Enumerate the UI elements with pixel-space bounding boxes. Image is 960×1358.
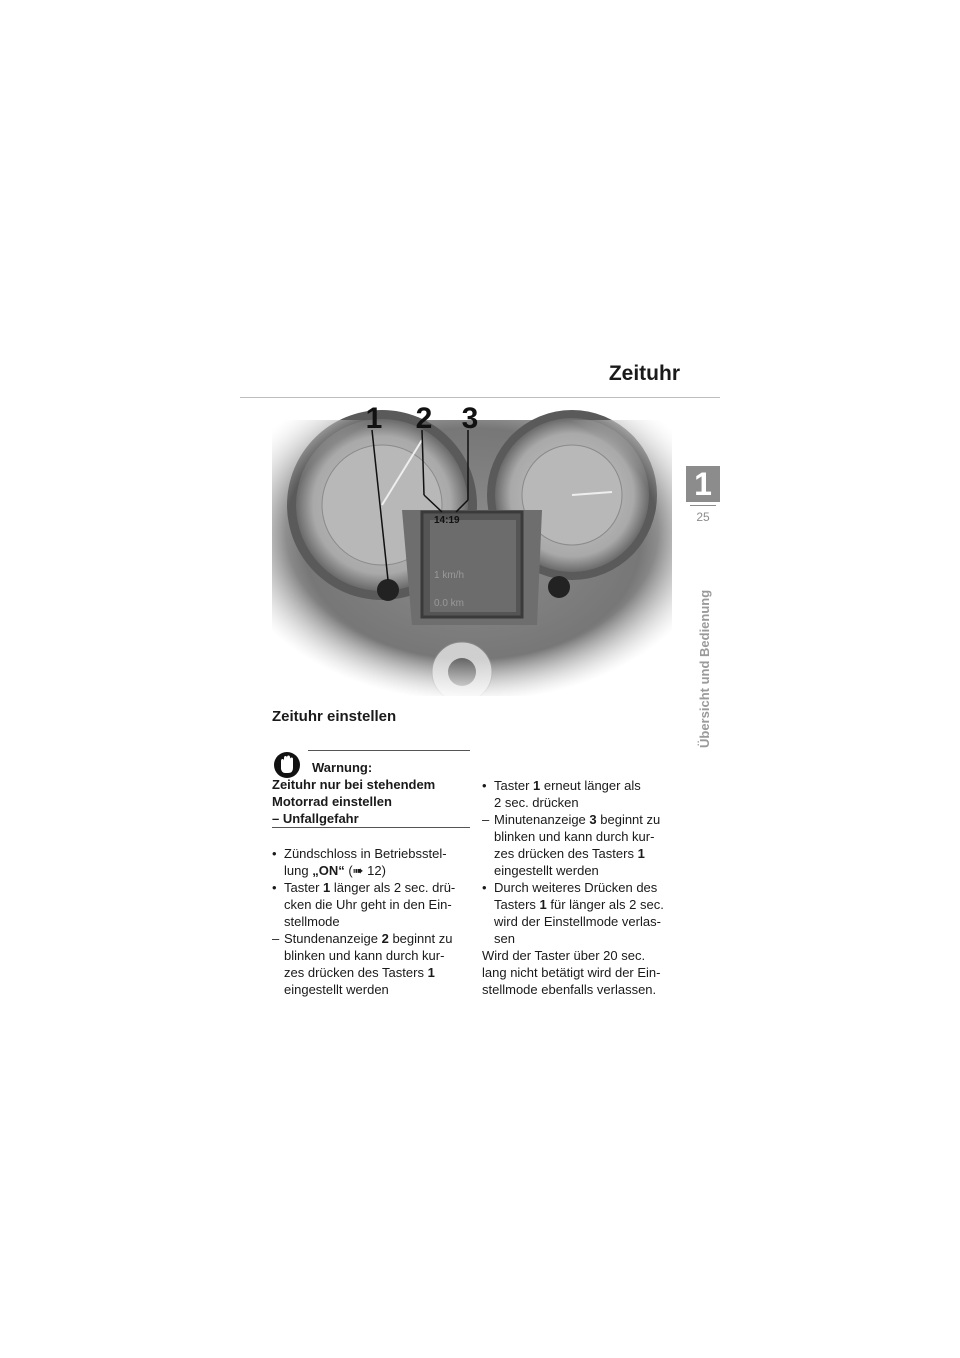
callout-1: 1	[365, 402, 383, 435]
warning-line-2: Motorrad einstellen	[272, 794, 392, 809]
chapter-title	[697, 548, 717, 748]
warning-top-rule	[308, 750, 470, 751]
list-item: • Durch weiteres Drücken des Tasters 1 für länger als 2 sec. wird der Einstellmode verlas- sen	[482, 880, 664, 946]
page-number-rule	[690, 505, 716, 506]
instrument-cluster-photo	[272, 400, 672, 696]
instrument-cluster-illustration	[272, 400, 672, 696]
page-number: 25	[696, 510, 710, 524]
page-title: Zeituhr	[608, 362, 680, 385]
list-item: – Stundenanzeige 2 beginnt zu blinken und kann durch kur- zes drücken des Tasters 1 eingestellt werden	[272, 931, 453, 997]
list-item: • Taster 1 erneut länger als 2 sec. drücken	[482, 778, 641, 810]
warning-line-3: – Unfallgefahr	[272, 811, 359, 826]
list-item: • Zündschloss in Betriebsstel- lung „ON“ (➠ 12)	[272, 846, 447, 878]
warning-line-1: Zeituhr nur bei stehendem	[272, 777, 436, 792]
warning-text	[272, 776, 472, 827]
warning-label: Warnung:	[312, 760, 373, 775]
callout-2: 2	[415, 402, 433, 435]
section-heading: Zeituhr einstellen	[272, 708, 397, 725]
right-column	[482, 777, 682, 998]
list-item: – Minutenanzeige 3 beginnt zu blinken und kann durch kur- zes drücken des Tasters 1 eingestellt werden	[482, 812, 661, 878]
chapter-tab: 1	[686, 466, 720, 502]
warning-bottom-rule	[272, 827, 470, 828]
title-rule	[240, 397, 720, 398]
chapter-title-text: Übersicht und Bedienung	[697, 589, 712, 748]
left-column	[272, 845, 472, 998]
callout-3: 3	[461, 402, 479, 435]
list-item: • Taster 1 länger als 2 sec. drü- cken die Uhr geht in den Ein- stellmode	[272, 880, 456, 929]
paragraph: Wird der Taster über 20 sec. lang nicht betätigt wird der Ein- stellmode ebenfalls verlassen.	[482, 948, 661, 997]
